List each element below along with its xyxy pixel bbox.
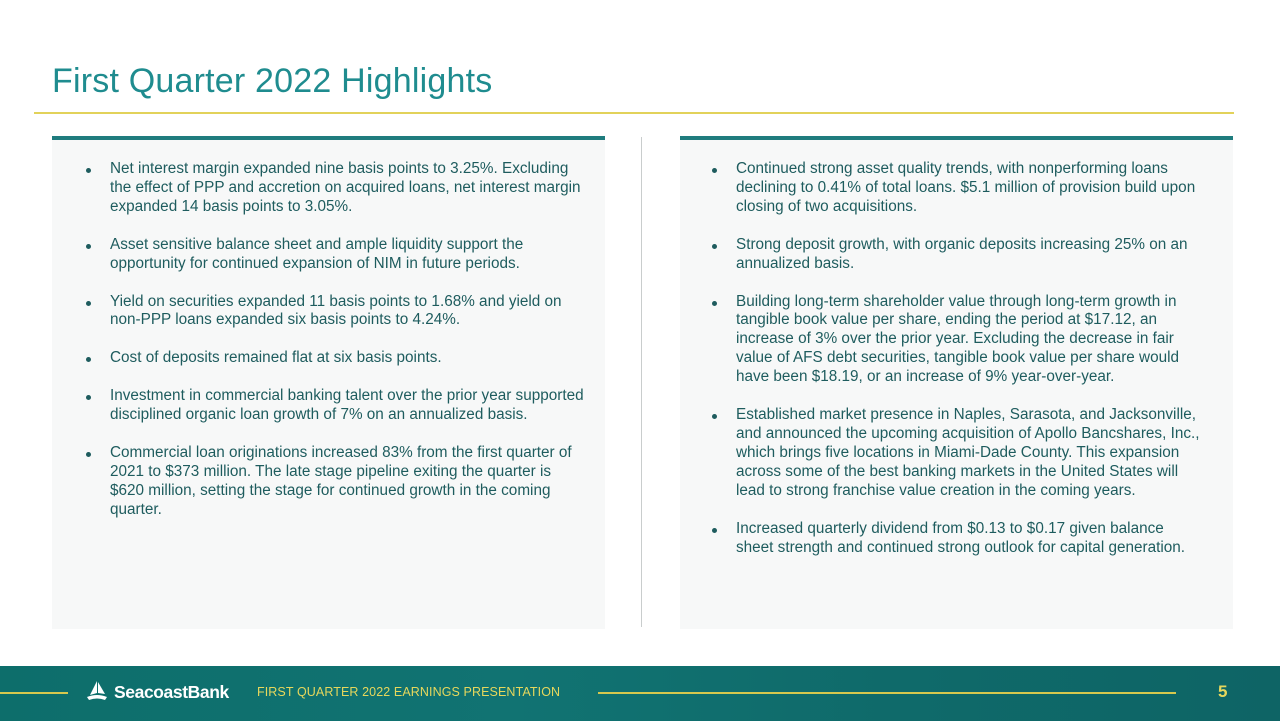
bullet-dot-icon xyxy=(86,395,91,400)
bullet-text: Increased quarterly dividend from $0.13 to $0.17 given balance sheet strength and continued strong outlook for capital generation. xyxy=(736,519,1186,556)
slide-title: First Quarter 2022 Highlights xyxy=(52,62,493,100)
bullet-text: Net interest margin expanded nine basis points to 3.25%. Excluding the effect of PPP and accretion on acquired loans, net interest margin expanded 14 basis points to 3.05%. xyxy=(110,160,581,215)
right-highlights-panel xyxy=(680,136,1233,629)
bullet-dot-icon xyxy=(86,168,91,173)
left-highlights-panel xyxy=(52,136,605,629)
bullet-text: Asset sensitive balance sheet and ample liquidity support the opportunity for continued expansion of NIM in future periods. xyxy=(110,235,524,272)
left-bullet-list xyxy=(86,160,585,520)
bullet-dot-icon xyxy=(86,301,91,306)
presentation-label: FIRST QUARTER 2022 EARNINGS PRESENTATION xyxy=(257,685,561,699)
bullet-dot-icon xyxy=(86,452,91,457)
bullet-text: Continued strong asset quality trends, with nonperforming loans declining to 0.41% of total loans. $5.1 million of provision build upon closing of two acquisitions. xyxy=(736,160,1196,215)
bullet-item xyxy=(712,406,1205,501)
bullet-dot-icon xyxy=(712,414,717,419)
bullet-item xyxy=(86,236,585,274)
panel-divider xyxy=(641,137,642,627)
bullet-item xyxy=(86,444,585,520)
bullet-dot-icon xyxy=(86,357,91,362)
bullet-item xyxy=(86,349,585,368)
bullet-dot-icon xyxy=(712,528,717,533)
bullet-dot-icon xyxy=(712,301,717,306)
bullet-item xyxy=(86,387,585,425)
bullet-item xyxy=(712,160,1205,217)
bullet-text: Cost of deposits remained flat at six basis points. xyxy=(110,349,442,367)
bullet-dot-icon xyxy=(712,244,717,249)
title-underline xyxy=(34,112,1234,114)
page-number: 5 xyxy=(1218,682,1228,701)
bullet-item xyxy=(712,293,1205,388)
bullet-text: Yield on securities expanded 11 basis points to 1.68% and yield on non-PPP loans expanded six basis points to 4.24%. xyxy=(110,292,562,329)
right-bullet-list xyxy=(712,160,1205,557)
bullet-dot-icon xyxy=(86,244,91,249)
footer-rule-left xyxy=(0,692,68,694)
bullet-dot-icon xyxy=(712,168,717,173)
footer-bar xyxy=(0,666,1280,721)
bullet-item xyxy=(86,160,585,217)
bullet-item xyxy=(712,520,1205,558)
bullet-item xyxy=(86,293,585,331)
bullet-item xyxy=(712,236,1205,274)
bullet-text: Building long-term shareholder value through long-term growth in tangible book value per share, ending the period at $17.12, an increase of 3% over the prior year. Excluding the decrease in fair value of AFS debt securities, tangible book value per share would have been $18.19, or an increase of 9% year-over-year. xyxy=(736,292,1180,386)
bullet-text: Investment in commercial banking talent over the prior year supported disciplined organic loan growth of 7% on an annualized basis. xyxy=(110,387,584,424)
logo-wordmark: SeacoastBank xyxy=(114,681,229,702)
bullet-text: Commercial loan originations increased 83% from the first quarter of 2021 to $373 million. The late stage pipeline exiting the quarter is $620 million, setting the stage for continued growth in the coming quarter. xyxy=(110,444,572,518)
bullet-text: Established market presence in Naples, Sarasota, and Jacksonville, and announced the upcoming acquisition of Apollo Bancshares, Inc., which brings five locations in Miami-Dade County. This expansion across some of the best banking markets in the United States will lead to strong franchise value creation in the coming years. xyxy=(736,406,1200,499)
bullet-text: Strong deposit growth, with organic deposits increasing 25% on an annualized basis. xyxy=(736,235,1188,272)
footer-rule-right xyxy=(598,692,1176,694)
sail-logo-icon xyxy=(84,679,110,705)
seacoast-logo xyxy=(84,677,229,707)
